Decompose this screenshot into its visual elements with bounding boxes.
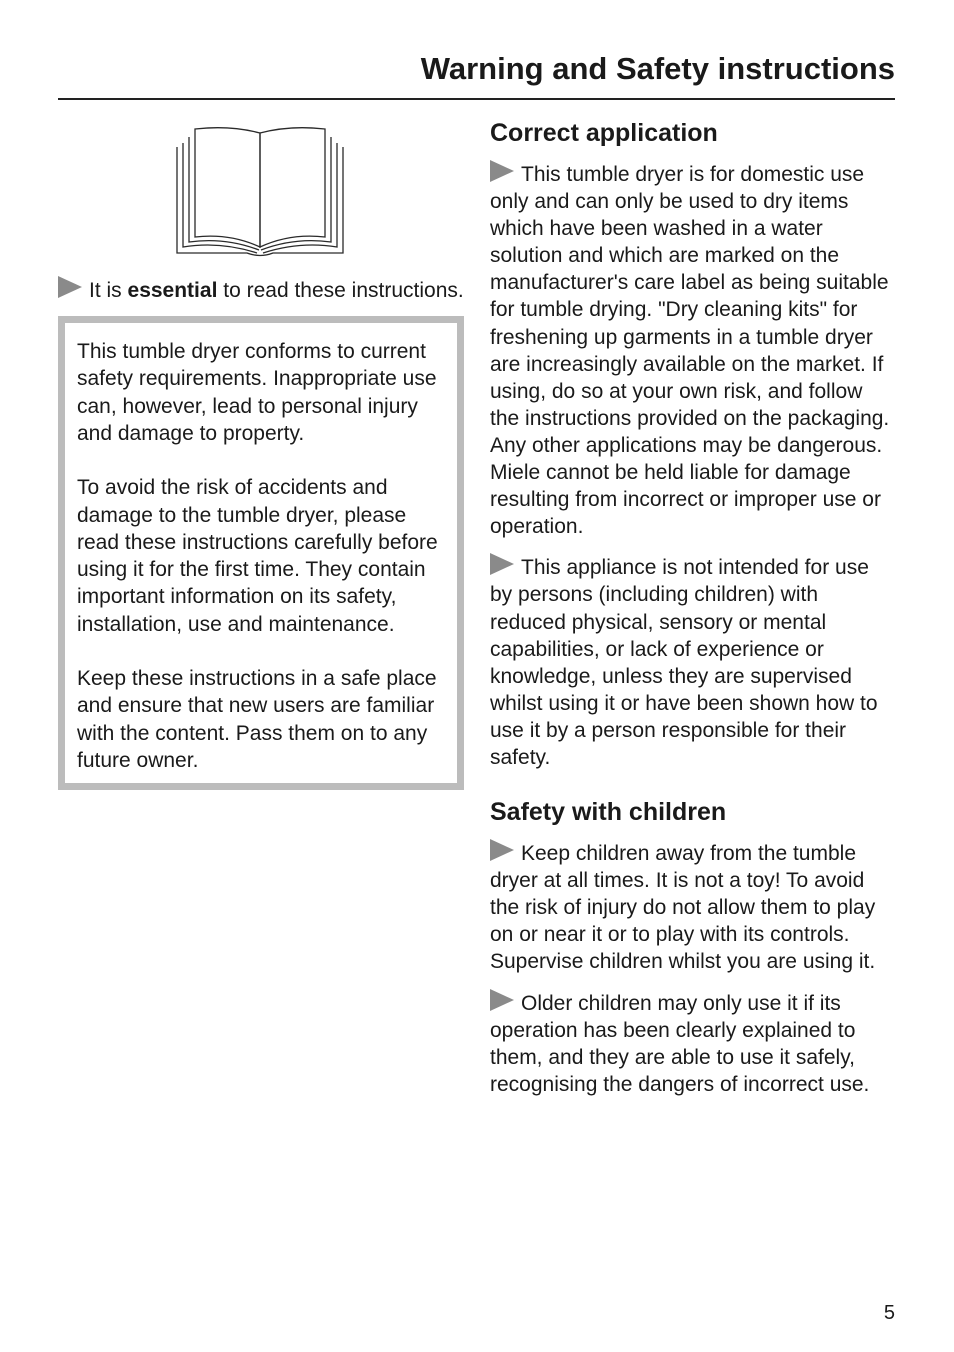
right-column — [490, 118, 896, 1111]
intro-text-end: to read these instructions. — [223, 279, 464, 302]
bullet-triangle-icon — [490, 989, 514, 1011]
bullet-triangle-icon — [58, 276, 82, 298]
bullet-triangle-icon — [490, 839, 514, 861]
instruction-paragraph — [490, 160, 896, 540]
paragraph-text: This tumble dryer is for domestic use only and can only be used to dry items which have been washed in a water solution and which are marked on the manufacturer's care label as being suitable for tumble drying. "Dry cleaning kits" for freshening up garments in a tumble dryer are increasingly available on the market. If using, do so at your own risk, and follow the instructions provided on the packaging. — [490, 163, 890, 430]
page-number: 5 — [883, 1302, 895, 1324]
page-title: Warning and Safety instructions — [420, 51, 895, 86]
paragraph-text: This appliance is not intended for use by persons (including children) with reduced physical, sensory or mental capabilities, or lack of experience or knowledge, unless they are supervised whilst using it or have been shown how to use it by a person responsible for their safety. — [490, 556, 878, 769]
notice-paragraph: To avoid the risk of accidents and damage to the tumble dryer, please read these instructions carefully before using it for the first time. They contain important information on its safety, installation, use and maintenance. — [77, 476, 438, 636]
instruction-paragraph — [490, 553, 896, 771]
notice-paragraph: Keep these instructions in a safe place and ensure that new users are familiar with the content. Pass them on to any future owner. — [77, 667, 437, 772]
open-book-icon — [175, 125, 345, 258]
intro-instruction — [58, 276, 464, 304]
notice-paragraph: This tumble dryer conforms to current safety requirements. Inappropriate use can, however, lead to personal injury and damage to property. — [77, 340, 437, 445]
bullet-triangle-icon — [490, 160, 514, 182]
paragraph-text: Older children may only use it if its operation has been clearly explained to them, and they are able to use it safely, recognising the dangers of incorrect use. — [490, 991, 870, 1096]
notice-box — [58, 316, 464, 790]
bullet-triangle-icon — [490, 553, 514, 575]
intro-emphasis: essential — [127, 279, 218, 302]
section-heading-correct-application: Correct application — [490, 119, 718, 147]
paragraph-text: Keep children away from the tumble dryer at all times. It is not a toy! To avoid the risk of injury do not allow them to play on or near it or to play with its controls. Supervise children whilst you are using it. — [490, 842, 876, 974]
left-column — [58, 125, 464, 790]
section-heading-safety-with-children: Safety with children — [490, 798, 727, 827]
intro-text: It is — [89, 279, 122, 302]
instruction-paragraph — [490, 989, 896, 1098]
instruction-paragraph — [490, 839, 896, 975]
page-header — [58, 50, 895, 87]
header-rule — [58, 98, 895, 100]
paragraph-text-extra: Any other applications may be dangerous. Miele cannot be held liable for damage resulting from incorrect or improper use or operation. — [490, 433, 883, 539]
